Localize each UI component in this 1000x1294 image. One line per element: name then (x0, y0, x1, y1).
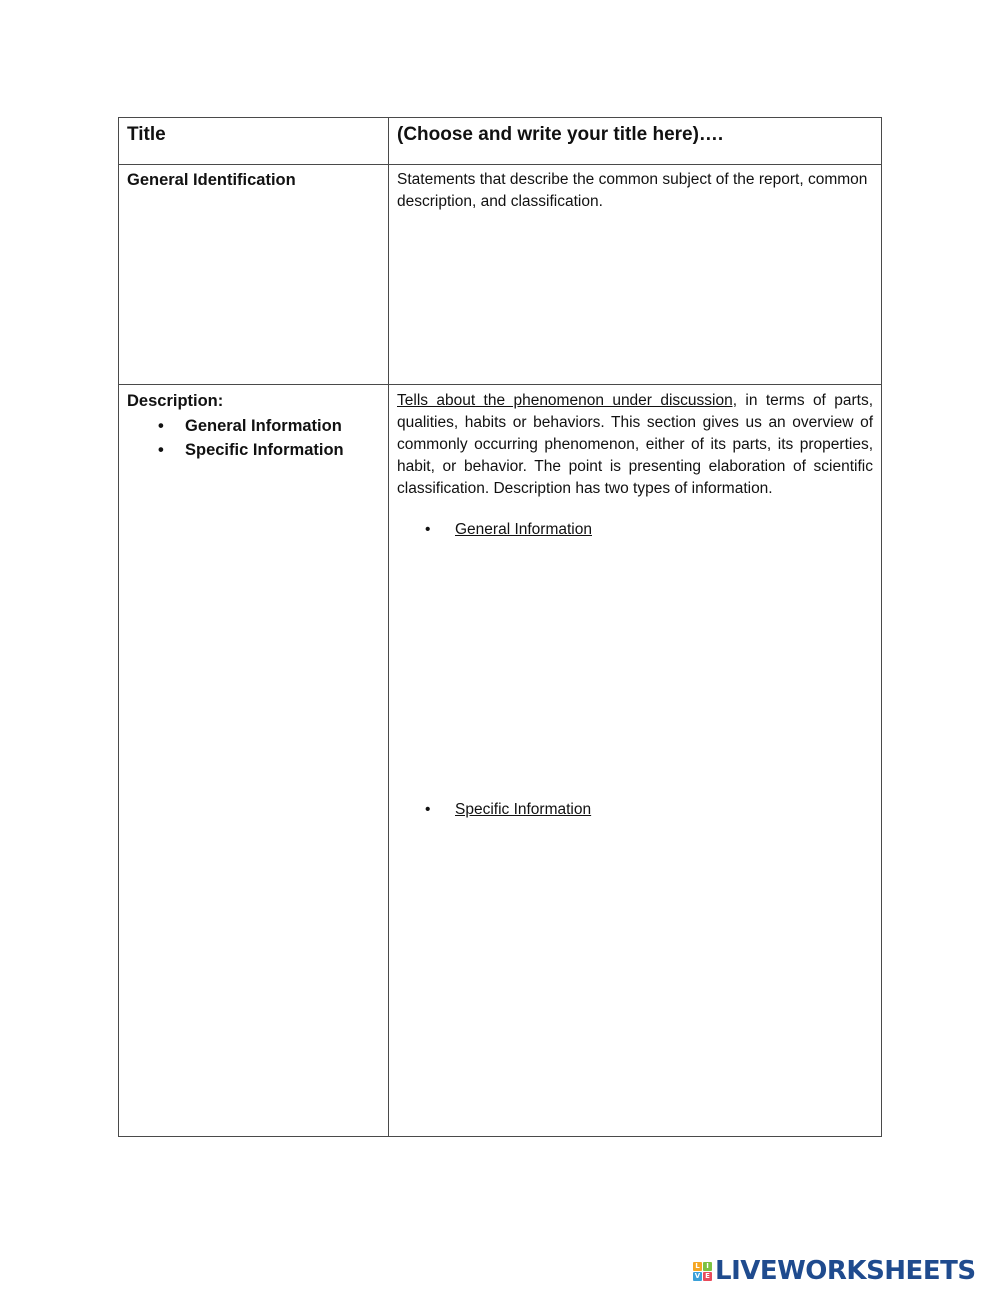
logo-mark-letter: L (693, 1262, 702, 1271)
general-information-item (397, 519, 873, 541)
logo-mark-letter: E (703, 1272, 712, 1281)
bullet-icon: • (425, 801, 431, 818)
description-sublist (127, 414, 380, 462)
worksheet-table (118, 117, 882, 1137)
sublist-item-general: General Information (185, 417, 342, 435)
description-label: Description: (127, 392, 224, 410)
liveworksheets-logo[interactable] (693, 1257, 976, 1285)
description-text (397, 389, 873, 500)
bullet-icon: • (158, 441, 164, 459)
description-body-text: in terms of parts, qualities, habits or behaviors. This section gives us an overview of commonly occurring phenomenon, either of its parts, its properties, habit, or behavior. The point is presenting elaboration of scientific classification. Description has two types of information. (397, 392, 874, 497)
general-identification-text: Statements that describe the common subject of the report, common description, and classification. (397, 171, 868, 210)
general-identification-label-cell (119, 165, 389, 385)
list-item (127, 438, 380, 462)
description-row (119, 385, 882, 1137)
general-identification-label: General Identification (127, 171, 296, 189)
title-label: Title (127, 124, 166, 145)
description-label-cell (119, 385, 389, 1137)
general-identification-text-cell[interactable] (389, 165, 882, 385)
sublist-item-specific: Specific Information (185, 441, 344, 459)
general-information-label: General Information (455, 521, 592, 538)
general-identification-row (119, 165, 882, 385)
liveworksheets-logo-text: LIVEWORKSHEETS (715, 1256, 976, 1286)
title-label-cell (119, 118, 389, 165)
liveworksheets-logo-icon (693, 1262, 712, 1281)
title-value-cell[interactable] (389, 118, 882, 165)
list-item (127, 414, 380, 438)
title-row (119, 118, 882, 165)
logo-mark-letter: V (694, 1271, 701, 1280)
logo-mark-letter: I (703, 1262, 712, 1271)
bullet-icon: • (425, 521, 431, 538)
specific-information-item (397, 799, 873, 821)
description-underlined-text: Tells about the phenomenon under discussion, (397, 392, 738, 409)
bullet-icon: • (158, 417, 164, 435)
specific-information-label: Specific Information (455, 801, 592, 818)
description-text-cell[interactable] (389, 385, 882, 1137)
title-placeholder: (Choose and write your title here)…. (397, 124, 724, 145)
